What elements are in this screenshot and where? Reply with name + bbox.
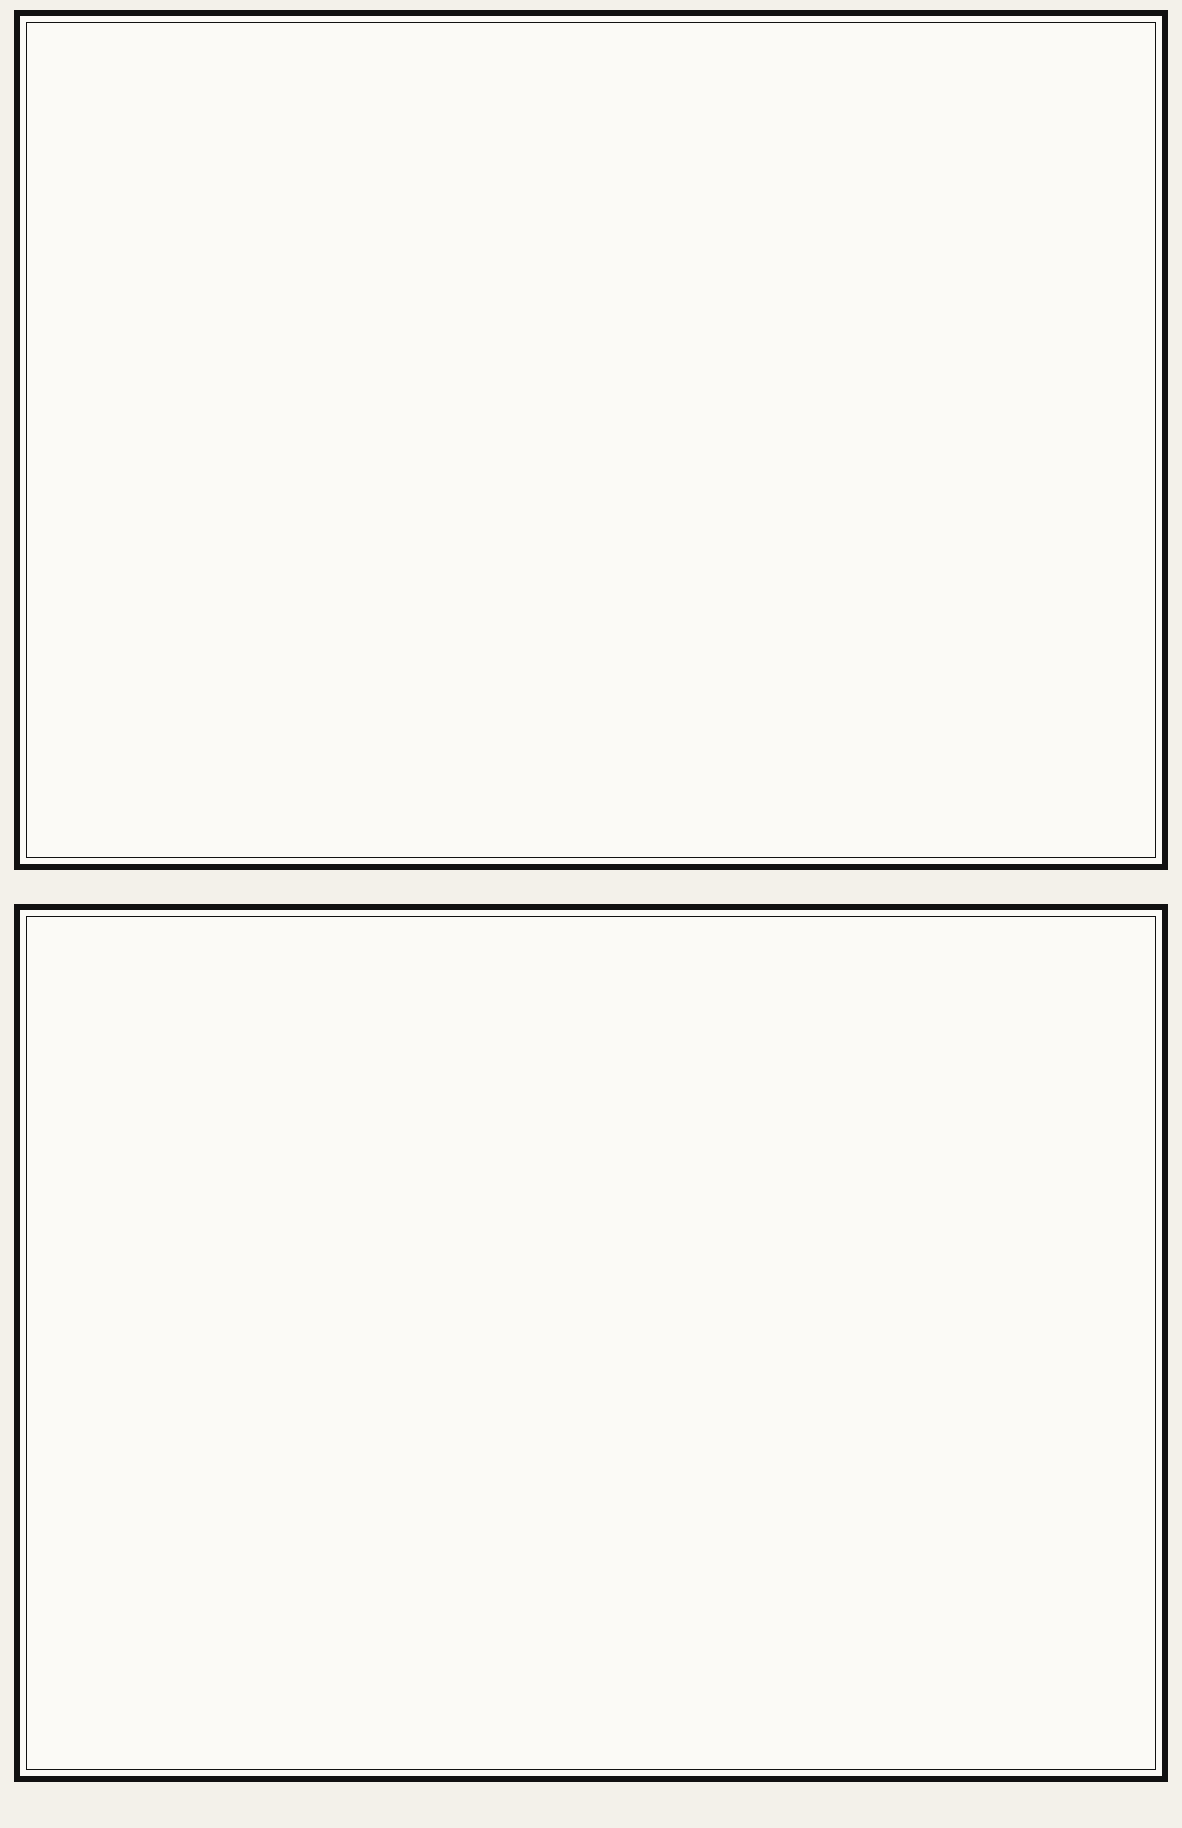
page-frame-bottom: [14, 904, 1168, 1782]
page-frame-top: [14, 10, 1168, 870]
text-columns-bottom: [27, 917, 1155, 1769]
inner-border-top: [26, 22, 1156, 858]
text-columns-top: [27, 23, 1155, 857]
inner-border-bottom: [26, 916, 1156, 1770]
